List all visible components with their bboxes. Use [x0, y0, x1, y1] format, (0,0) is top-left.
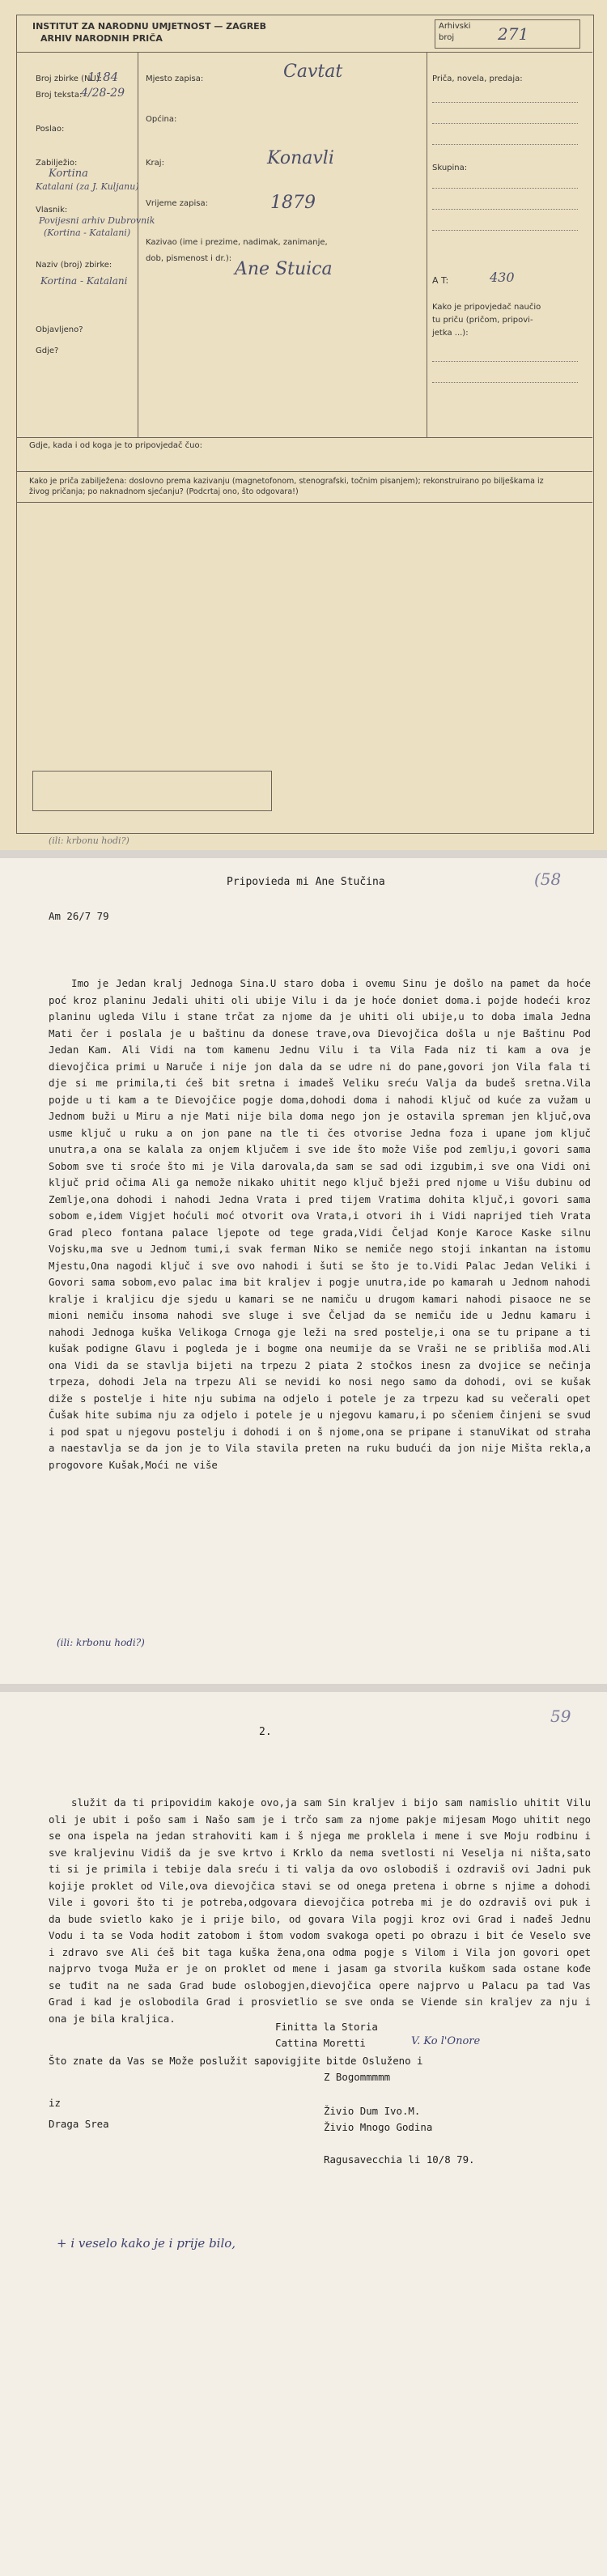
gdje-kada-label: Gdje, kada i od koga je to pripovjedač čuo: — [29, 441, 202, 450]
instruction-text: Kako je priča zabilježena: doslovno prema kazivanju (magnetofonom, stenografski, točnim pisanjem); rekonstruirano po bilješkama iz živog pričanja; po naknadnom sjećanju? (Podcrtaj ono, što odgovara!) — [29, 477, 544, 496]
naziv-value: Kortina - Katalani — [40, 275, 128, 287]
pencil-page-number: (58 — [534, 869, 562, 889]
opcina-label: Općina: — [146, 115, 177, 124]
form-frame — [16, 15, 594, 834]
story-text-part2 — [49, 1762, 597, 2060]
vlasnik-value-1: Povijesni arhiv Dubrovnik — [39, 215, 155, 226]
gdje-label: Gdje? — [36, 346, 59, 355]
broj-zbirke-label: Broj zbirke (NU): — [36, 74, 103, 83]
cattina-handwritten-note: V. Ko l'Onore — [411, 2035, 481, 2047]
archive-number-value: 271 — [498, 24, 529, 44]
kazivao-value: Ane Stuica — [235, 259, 333, 279]
archive-box-label: Arhivski — [439, 22, 471, 31]
story-date: Am 26/7 79 — [49, 910, 109, 922]
broj-zbirke-value: 1184 — [87, 70, 119, 84]
vrijeme-label: Vrijeme zapisa: — [146, 199, 208, 208]
empty-notes-box — [32, 771, 272, 811]
kako-label: Kako je pripovjedač naučio — [432, 303, 541, 312]
bottom-handwritten-note: + i veselo kako je i prije bilo, — [57, 2236, 236, 2251]
kako-label-3: jetka ...): — [432, 329, 469, 338]
vrijeme-value: 1879 — [270, 193, 316, 213]
at-label: A T: — [432, 275, 449, 286]
broj-teksta-label: Broj teksta: — [36, 91, 83, 100]
story-text-part1 — [49, 942, 597, 1507]
zabiljezio-label: Zabilježio: — [36, 159, 78, 168]
typed-sheet-1 — [0, 858, 607, 1684]
kraj-value: Konavli — [267, 148, 334, 168]
skupina-label: Skupina: — [432, 164, 468, 172]
objavljeno-label: Objavljeno? — [36, 325, 83, 334]
signature-1: Živio Dum Ivo.M. — [324, 2105, 421, 2117]
closing-line-1: Što znate da Vas se Može poslužit sapovigjite bitde Osluženo i — [49, 2055, 423, 2067]
draga-srea: Draga Srea — [49, 2118, 109, 2130]
naziv-label: Naziv (broj) zbirke: — [36, 261, 112, 270]
mjesto-zapisa-label: Mjesto zapisa: — [146, 74, 204, 83]
archive-name: ARHIV NARODNIH PRIČA — [40, 33, 163, 44]
closing-line-2: Z Bogommmmm — [324, 2071, 391, 2083]
iz-label: iz — [49, 2097, 61, 2109]
at-value: 430 — [490, 270, 515, 285]
institute-name: INSTITUT ZA NARODNU UMJETNOST — ZAGREB — [32, 21, 267, 32]
story-paragraph-2: služit da ti pripovidim kakoje ovo,ja sam Sin kraljev i bijo sam namislio uhitit Vilu oli je ubit i pošo sam i Našo sam je i trčo sam za njome pakje mijesam Mogo uhitit nego se ona ispela na jedan strahoviti kam i š njega me proklela i mene i sve Moju rodbinu i sve kraljevinu Vidiš da je sve krtvo i Krklo da nema svetlosti ni Veselja ni ništa,sato ti si je primila i tebije dala sreću i ti valja da ovo oslobodiš i ozdraviš ovi Jadni puk kojije proklet od Vile,ova dievojčica stavi se od onega pretena i obrne s njime a dohodi Vile i govori što ti je potreba,odgovara dievojčica potreba mi je do ozdraviš ovi puk i da bude svietlo kako je i prije bilo, od govara Vila pogji kroz ovi Grad i nađeš Jednu Vodu i ta se Voda hodit zatobom i štom vodom svakoga opeti po obrazu i bit će Veselo sve i zdravo sve Ali ćeš bit taga kuška žena,ona odma pogje s Vilom i Vila jon govori opet najprvo tvoga Muža er je on proklet od mene i jasam ga stvorila kuškom sada ostane kođe se tuđit na ne sada Grad bude oslobogjen,dievojčica opere najprvo u Palacu pa tad Vas Grad i kad je oslobodila Grad i prosvietlio se sve onda se Viende sin kraljev za nju i ona je bila kraljica. — [49, 1796, 597, 2025]
mjesto-zapisa-value: Cavtat — [283, 62, 343, 82]
poslao-label: Poslao: — [36, 125, 65, 134]
typed-sheet-2 — [0, 1692, 607, 2576]
kako-label-2: tu priču (pričom, pripovi- — [432, 316, 533, 325]
prica-label: Priča, novela, predaja: — [432, 74, 523, 83]
vlasnik-label: Vlasnik: — [36, 206, 68, 215]
bottom-fragment: (ili: krbonu hodi?) — [49, 835, 129, 846]
broj-teksta-value: 4/28-29 — [81, 87, 125, 100]
story-title: Pripovieda mi Ane Stučina — [227, 876, 385, 888]
typed-page-number: 2. — [259, 1726, 272, 1738]
zabiljezio-value-2: Katalani (za J. Kuljanu) — [36, 181, 139, 192]
kraj-label: Kraj: — [146, 159, 164, 168]
kazivao-label: Kazivao (ime i prezime, nadimak, zanimanje, — [146, 238, 328, 247]
vlasnik-value-2: (Kortina - Katalani) — [44, 227, 131, 238]
finita-line: Finitta la Storia — [275, 2021, 378, 2033]
archive-box-label-2: broj — [439, 33, 455, 42]
zabiljezio-value-1: Kortina — [49, 168, 88, 180]
place-date: Ragusavecchia li 10/8 79. — [324, 2153, 475, 2166]
pencil-page-number-2: 59 — [550, 1707, 571, 1726]
margin-note-page1: (ili: krbonu hodi?) — [57, 1637, 145, 1648]
story-paragraph-1: Imo je Jedan kralj Jednoga Sina.U staro doba i ovemu Sinu je došlo na pamet da hoće poć kroz planinu Jedali uhiti oli ubije Vilu i da je hoće doniet doma.i pojde hodeći kroz planinu ugleda Vilu i stane trčat za njome da je uhiti oli ubije,u to doba imala Jedna Mati čer i poslala je u baštinu da donese trave,ova Dievojčica došla u nje Baštinu Pod Jedan Kam. Ali Vidi na tom kamenu Jednu Vilu i ta Vila Fada niz ti kam a ova je dievojčica primi u Naruče i nije jon dala da se udre ni do pane,govori jon Vila fala ti dje si me primila,ti ćeš bit sretna i imadeš Veliku sreću Valja da budeš sretna.Vila pojde u ti kam a te Dievojčice pogje doma,dohodi doma i nahodi ključ od kuće za vužam u Jednom buži u Miru a nje Mati nije bila doma nego jon je ostavila spreman jen ključ,ova usme ključ u ruku a on jon pane na tle ti čes otvorise Jedna foza i upane jom ključ unutra,a ona se kalala za onjem ključem i sve ide što može Više pod zemlju,i govori sama Sobom sve ti sroće što mi je Vila darovala,da sam se sad odi izgubim,i sve ona Vidi oni ključ prid očima Ali ga nemože nikako uhitit nego ključ bježi pred njome u Višu dubinu od Zemlje,ona dohodi i nahodi Jedna Vrata i pred tijem Vratima dohita ključ,i govori sama sobom e,idem Vigjet hoćuli moć otvorit ova Vrata,i otvori ih i Vidi naprijed tieh Vrata Grad pleco fontana palace ljepote od tege grada,Vidi Čeljad Konje Karoce Kaske silnu Vojsku,ma sve u Jednom tumi,i svak ferman Niko se nemiče nego stoji inkantan na istomu Mjestu,Ona nagodi ključ i sve ovo nahodi i šuti se što je to.Vidi Palac Jedan Veliki i Govori sama sobom,evo palac ima bit kraljev i pogje unutra,ide po kamarah u Jednom nahodi kralje i kraljicu dje sjedu u kamari se ne namiču u drugom kamari nahodi pisaoce ne se mioni nemiču insoma nahodi sve sluge i sve Čeljad da se nemiču ide u Jednu kamaru i nahodi Jednoga kuška Velikoga Crnoga gje leži na sred postelje,i ona se tu pripane a ti kušak podigne Glavu i pogleda je i bogme ona neumije da se Vraši ne se pribliša mod.Ali ona Vidi da se stavlja bijeti na trpezu 2 piata 2 stočkos inesn za dvojice se nečinja trpeza, dohodi Jela na trpezu Ali se nevidi ko nosi nego samo da dohodi, ovi se kušak diže s postelje i hite nju subima na odjelo i potele je za trpezu kad su večerali opet Čušak hite subima nju za odjelo i potele je u njegovu kamaru,i po sčeniem činjeni se svud i pod spat u njegovu postelju i dohodi i on š njome,ona se pripane i stanuVikat od straha a naestavlja se da jon je to Vila stavila preten na ruku budući da jon nije Mišta rekla,a progovore Kušak,Moći ne više — [49, 977, 597, 1471]
kazivao-label-2: dob, pismenost i dr.): — [146, 254, 232, 263]
signature-2: Živio Mnogo Godina — [324, 2121, 433, 2133]
cattina-line: Cattina Moretti — [275, 2037, 366, 2049]
archive-form-card — [0, 0, 607, 850]
